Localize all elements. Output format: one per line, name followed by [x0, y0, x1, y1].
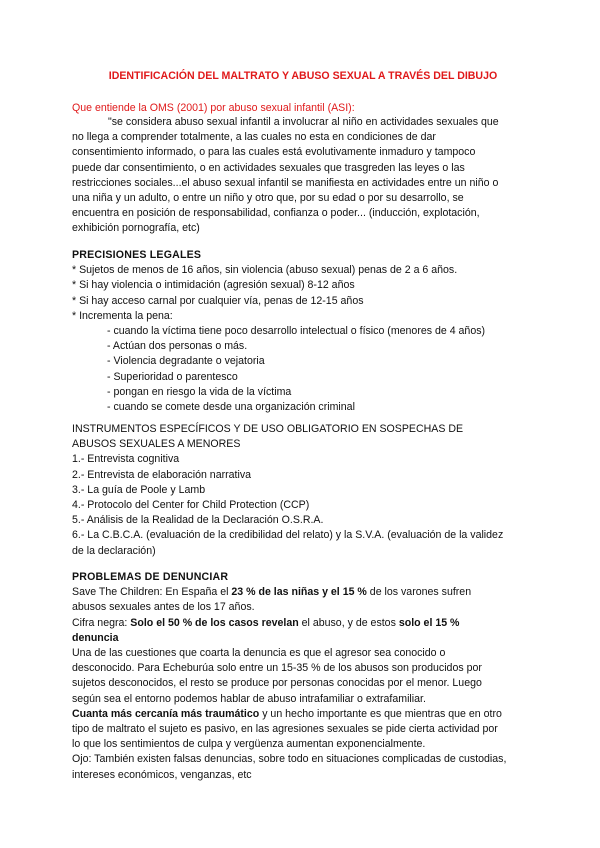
cifra-negra-line2 [72, 631, 534, 646]
instrument-item: 3.- La guía de Poole y Lamb [72, 483, 206, 496]
para-line: Una de las cuestiones que coarta la denuncia es que el agresor sea conocido o [72, 647, 446, 660]
quote-line: no llega a comprender totalmente, a las cuales no esta en condiciones de dar [72, 131, 436, 144]
legal-item: * Sujetos de menos de 16 años, sin violencia (abuso sexual) penas de 2 a 6 años. [72, 264, 458, 277]
quote-line: puede dar consentimiento, o en actividades sexuales que trasgreden las leyes o las [72, 161, 465, 174]
instruments-heading: ABUSOS SEXUALES A MENORES [72, 438, 241, 451]
oms-quote [72, 115, 534, 237]
instruments-section [72, 422, 534, 559]
trauma-line [72, 707, 534, 722]
legal-sub-item: - Violencia degradante o vejatoria [107, 355, 265, 368]
para-line: según sea el entorno podemos hablar de abuso intrafamiliar o extrafamiliar. [72, 692, 426, 705]
para-line: desconocido. Para Echeburúa solo entre un 15-35 % de los abusos son producidos por [72, 662, 482, 675]
trauma-bold: Cuanta más cercanía más traumático [72, 707, 260, 720]
stc-line2: abusos sexuales antes de los 17 años. [72, 601, 255, 614]
para-line: sujetos desconocidos, el resto se produce por personas conocidas por el menor. Luego [72, 677, 482, 690]
legal-sub-item: - pongan en riesgo la vida de la víctima [107, 385, 292, 398]
legal-item: * Incrementa la pena: [72, 309, 173, 322]
quote-line: "se considera abuso sexual infantil a involucrar al niño en actividades sexuales que [108, 116, 499, 128]
cifra-prefix: Cifra negra: [72, 616, 131, 629]
instrument-item: 2.- Entrevista de elaboración narrativa [72, 468, 252, 481]
cifra-bold: denuncia [72, 631, 119, 644]
para-line: Ojo: También existen falsas denuncias, sobre todo en situaciones complicadas de custodias, [72, 753, 507, 766]
problems-heading: PROBLEMAS DE DENUNCIAR [72, 571, 229, 583]
legal-sub-item: - cuando se comete desde una organización criminal [107, 401, 355, 414]
quote-line: consentimiento informado, o para las cuales está evolutivamente inmaduro y tampoco [72, 146, 476, 159]
para-line: intereses económicos, venganzas, etc [72, 768, 252, 781]
cifra-negra-line [72, 616, 534, 631]
legal-item: * Si hay acceso carnal por cualquier vía, penas de 12-15 años [72, 294, 364, 307]
instruments-heading: INSTRUMENTOS ESPECÍFICOS Y DE USO OBLIGATORIO EN SOSPECHAS DE [72, 423, 464, 435]
quote-line: restricciones sociales...el abuso sexual infantil se manifiesta en actividades entre un niño o [72, 176, 499, 189]
para-line: lo que los sentimientos de culpa y vergüenza aumentan exponencialmente. [72, 738, 426, 751]
oms-heading: Que entiende la OMS (2001) por abuso sexual infantil (ASI): [72, 102, 355, 114]
instrument-item: 4.- Protocolo del Center for Child Protection (CCP) [72, 499, 310, 512]
cifra-bold: solo el 15 % [398, 616, 460, 629]
document-title: IDENTIFICACIÓN DEL MALTRATO Y ABUSO SEXUAL A TRAVÉS DEL DIBUJO [108, 70, 498, 82]
trauma-rest: y un hecho importante es que mientras que en otro [259, 707, 502, 720]
quote-line: una niña y un adulto, o entre un niño y otro que, por su edad o por su desarrollo, se [72, 192, 464, 205]
quote-line: encuentra en posición de responsabilidad, confianza o poder... (inducción, explotación, [72, 207, 480, 220]
legal-sub-item: - cuando la víctima tiene poco desarrollo intelectual o físico (menores de 4 años) [107, 325, 486, 338]
stc-suffix: de los varones sufren [366, 586, 472, 599]
instrument-item: de la declaración) [72, 544, 156, 557]
quote-line: exhibición pornografía, etc) [72, 222, 200, 235]
legal-sub-item: - Superioridad o parentesco [107, 370, 238, 383]
save-the-children-line [72, 585, 534, 600]
para-line: tipo de maltrato el sujeto es pasivo, en las agresiones sexuales se pide cierta actividad por [72, 723, 498, 736]
instrument-item: 5.- Análisis de la Realidad de la Declaración O.S.R.A. [72, 514, 324, 527]
stc-bold: 23 % de las niñas y el 15 % [231, 586, 367, 599]
stc-prefix: Save The Children: En España el [72, 586, 232, 599]
legal-section [72, 248, 534, 415]
legal-sub-item: - Actúan dos personas o más. [107, 340, 248, 353]
legal-heading: PRECISIONES LEGALES [72, 249, 202, 261]
legal-item: * Si hay violencia o intimidación (agresión sexual) 8-12 años [72, 279, 355, 292]
instrument-item: 1.- Entrevista cognitiva [72, 453, 180, 466]
instrument-item: 6.- La C.B.C.A. (evaluación de la credibilidad del relato) y la S.V.A. (evaluación de la validez [72, 529, 504, 542]
cifra-mid: el abuso, y de estos [298, 616, 399, 629]
problems-section [72, 570, 534, 783]
cifra-bold: Solo el 50 % de los casos revelan [130, 616, 299, 629]
